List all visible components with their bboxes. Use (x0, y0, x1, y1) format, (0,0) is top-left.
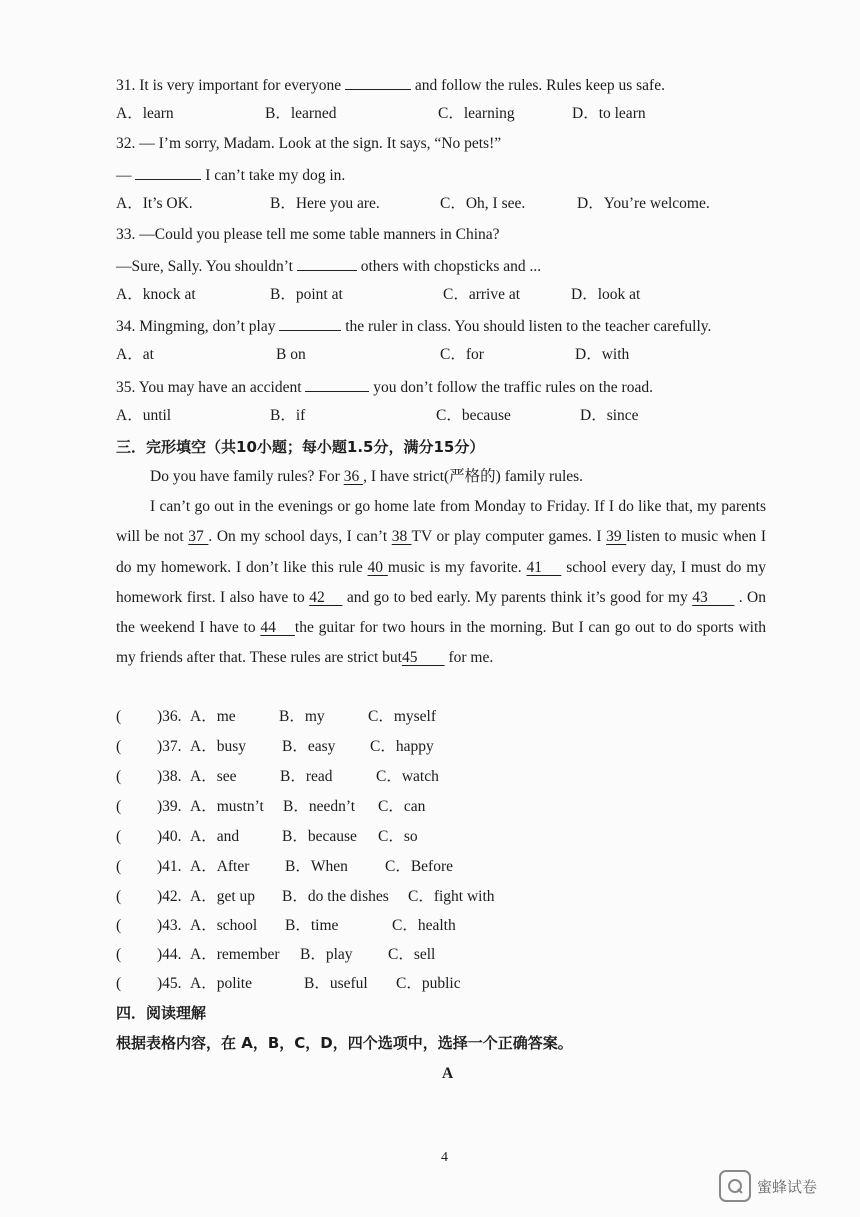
answer-bracket[interactable]: ( (116, 917, 122, 934)
option-b: B．Here you are. (270, 195, 380, 212)
option-b: B．When (285, 858, 348, 875)
option-c: C．sell (388, 946, 436, 963)
option-a: A．at (116, 346, 154, 363)
passage-text: TV or play computer games. I (411, 528, 607, 546)
question-32-line2 (116, 164, 345, 186)
cloze-number: )43. (157, 917, 182, 934)
passage-text: . On the weekend I have to (116, 588, 766, 637)
option-c: C．can (378, 798, 426, 815)
option-b: B．needn’t (283, 798, 356, 815)
cloze-number: )44. (157, 946, 182, 963)
answer-bracket[interactable]: ( (116, 708, 122, 725)
option-c: C．learning (438, 105, 515, 122)
question-text: —Sure, Sally. You shouldn’t (116, 258, 293, 275)
passage-text: listen to music when I do my homework. I don’t like this rule (116, 528, 766, 576)
blank-43: 43 (692, 588, 735, 606)
section-title-part: 小题；每小题 (256, 438, 347, 456)
cloze-number: )42. (157, 888, 182, 905)
cloze-number: )45. (157, 975, 182, 992)
option-b: B．easy (282, 738, 336, 755)
option-b: B．do the dishes (282, 888, 389, 905)
answer-blank (135, 164, 201, 180)
question-text: others with chopsticks and ... (360, 258, 542, 275)
cloze-number: )39. (157, 798, 182, 815)
blank-44: 44 (260, 619, 295, 637)
blank-40: 40 (367, 558, 388, 576)
option-c: C．Before (385, 858, 454, 875)
passage-text: Do you have family rules? For (150, 468, 344, 485)
watermark-text: 蜜蜂试卷 (757, 1177, 818, 1196)
option-b: B on (276, 346, 306, 363)
option-a: A．busy (190, 738, 246, 755)
option-a: A．It’s OK. (116, 195, 193, 212)
question-text: the ruler in class. You should listen to the teacher carefully. (345, 318, 712, 335)
option-c: C．happy (370, 738, 434, 755)
section-4-title: 四．阅读理解 (116, 1004, 207, 1022)
option-a: A．school (190, 917, 258, 934)
answer-blank (297, 255, 357, 271)
option-a: A．and (190, 828, 240, 845)
option-b: B．if (270, 407, 306, 424)
answer-blank (279, 315, 341, 331)
blank-45: 45 (401, 649, 445, 667)
section-title-part: 三．完形填空（共 (116, 438, 237, 456)
passage-text: school every day, I must do my homework first. I also have to (116, 558, 767, 606)
option-a: A．see (190, 768, 237, 785)
blank-37: 37 (188, 528, 209, 546)
question-text: and follow the rules. Rules keep us safe. (414, 77, 665, 94)
cloze-number: )36. (157, 708, 182, 725)
question-number: 32. (116, 135, 136, 152)
blank-36: 36 (343, 468, 364, 485)
option-d: D．with (575, 346, 630, 363)
option-a: A．mustn’t (190, 798, 264, 815)
section-title-part: 分） (454, 438, 485, 456)
cloze-number: )40. (157, 828, 182, 845)
question-number: 31. (116, 77, 136, 94)
question-33 (116, 225, 500, 245)
question-text: Mingming, don’t play (139, 318, 276, 335)
cloze-number: )38. (157, 768, 182, 785)
section-4-instruction: 根据表格内容，在 A，B，C，D，四个选项中，选择一个正确答案。 (116, 1034, 573, 1052)
question-text: You may have an accident (138, 379, 302, 396)
question-32 (116, 134, 501, 154)
option-d: D．You’re welcome. (577, 195, 710, 212)
question-text: —Could you please tell me some table manners in China? (139, 226, 500, 243)
watermark (719, 1170, 817, 1202)
option-b: B．my (279, 708, 325, 725)
passage-paragraph-1 (116, 462, 766, 492)
answer-bracket[interactable]: ( (116, 828, 122, 845)
dash: — (116, 167, 132, 184)
blank-42: 42 (309, 588, 343, 606)
answer-bracket[interactable]: ( (116, 768, 122, 785)
option-d: D．since (580, 407, 639, 424)
question-number: 34. (116, 318, 136, 335)
option-a: A．knock at (116, 286, 196, 303)
option-a: A．get up (190, 888, 256, 905)
option-a: A．remember (190, 946, 280, 963)
part-a-label: A (442, 1065, 454, 1082)
answer-blank (345, 74, 411, 90)
option-c: C．Oh, I see. (440, 195, 526, 212)
option-c: C．for (440, 346, 484, 363)
total-score: 15 (433, 438, 455, 456)
passage-text: for me. (444, 649, 494, 667)
passage-text: the guitar for two hours in the morning. But I can go out to do sports with my friends after that. These rules are strict but (116, 619, 766, 667)
question-text: It is very important for everyone (139, 77, 342, 94)
question-35 (116, 376, 653, 398)
section-3-title (116, 437, 484, 457)
passage-text: , I have strict(严格的) family rules. (363, 468, 584, 485)
question-34 (116, 315, 711, 337)
blank-38: 38 (391, 528, 412, 546)
option-c: C．health (392, 917, 456, 934)
question-33-line2 (116, 255, 541, 277)
passage-text: music is my favorite. (387, 558, 527, 576)
cloze-number: )41. (157, 858, 182, 875)
option-b: B．time (285, 917, 339, 934)
option-a: A．me (190, 708, 236, 725)
option-b: B．play (300, 946, 353, 963)
option-b: B．point at (270, 286, 343, 303)
answer-bracket[interactable]: ( (116, 738, 122, 755)
option-d: D．look at (571, 286, 641, 303)
option-c: C．arrive at (443, 286, 521, 303)
question-31 (116, 74, 665, 96)
bee-logo-icon (719, 1170, 751, 1202)
option-c: C．myself (368, 708, 437, 725)
passage-text: and go to bed early. My parents think it’s good for my (342, 588, 693, 606)
option-c: C．public (396, 975, 461, 992)
blank-39: 39 (606, 528, 627, 546)
answer-bracket[interactable]: ( (116, 798, 122, 815)
option-c: C．so (378, 828, 418, 845)
answer-blank (305, 376, 369, 392)
passage-paragraph-2 (116, 492, 766, 674)
question-count: 10 (236, 438, 257, 456)
option-a: A．After (190, 858, 250, 875)
passage-text: I can’t go out in the evenings or go home late from Monday to Friday. If I do like that, my parents will be not (116, 498, 766, 546)
answer-bracket[interactable]: ( (116, 888, 122, 905)
section-title-part: 分，满分 (373, 438, 434, 456)
option-a: A．until (116, 407, 172, 424)
option-b: B．learned (265, 105, 337, 122)
passage-text: . On my school days, I can’t (208, 528, 392, 546)
answer-bracket[interactable]: ( (116, 975, 122, 992)
option-a: A．polite (190, 975, 252, 992)
question-number: 35. (116, 379, 136, 396)
answer-bracket[interactable]: ( (116, 858, 122, 875)
question-text: I can’t take my dog in. (205, 167, 346, 184)
option-d: D．to learn (572, 105, 646, 122)
answer-bracket[interactable]: ( (116, 946, 122, 963)
option-c: C．because (436, 407, 511, 424)
score-per-question: 1.5 (346, 438, 374, 456)
option-c: C．fight with (408, 888, 495, 905)
question-text: — I’m sorry, Madam. Look at the sign. It says, “No pets!” (139, 135, 502, 152)
option-a: A．learn (116, 105, 174, 122)
cloze-number: )37. (157, 738, 182, 755)
page-number: 4 (441, 1150, 448, 1165)
option-b: B．read (280, 768, 333, 785)
option-b: B．useful (304, 975, 368, 992)
option-b: B．because (282, 828, 357, 845)
question-text: you don’t follow the traffic rules on the road. (373, 379, 653, 396)
option-c: C．watch (376, 768, 439, 785)
question-number: 33. (116, 226, 136, 243)
blank-41: 41 (526, 558, 562, 576)
